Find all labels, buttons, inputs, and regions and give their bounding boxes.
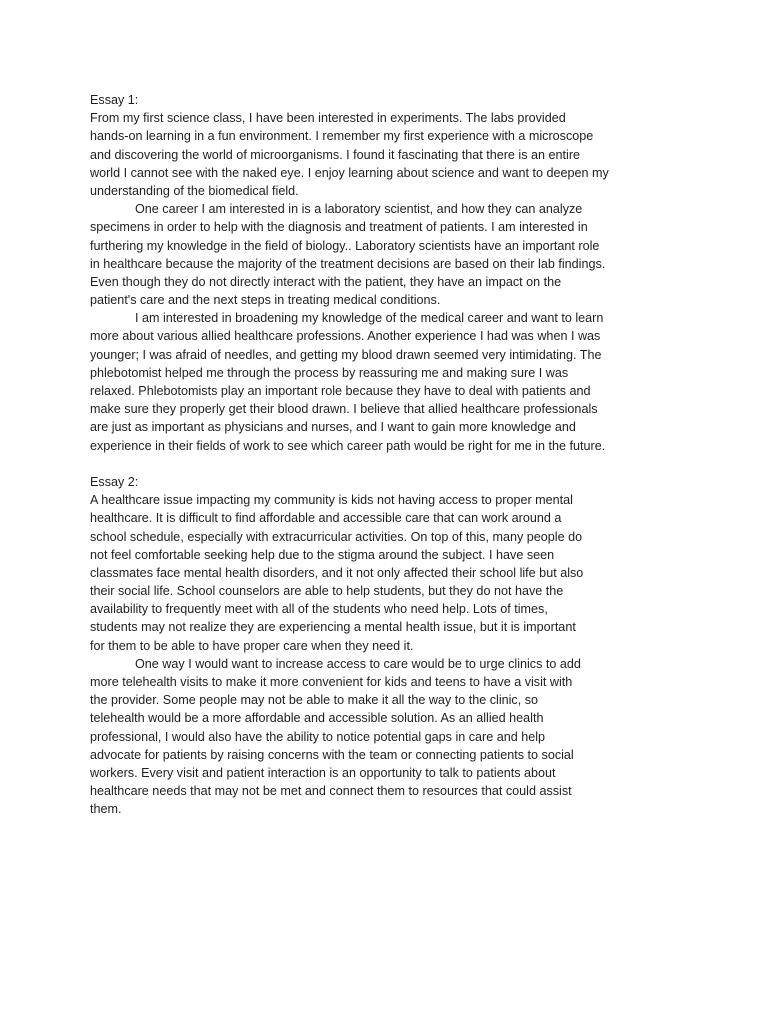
essay-2-body [90, 491, 690, 818]
text-line: students may not realize they are experiencing a mental health issue, but it is important [90, 620, 576, 635]
essay-1-heading: Essay 1: [90, 93, 139, 107]
text-line: classmates face mental health disorders, and it not only affected their school life but also [90, 565, 584, 580]
essay-2-heading: Essay 2: [90, 474, 139, 489]
text-line: phlebotomist helped me through the process by reassuring me and making sure I was [90, 365, 569, 380]
text-line: school schedule, especially with extracurricular activities. On top of this, many people do [90, 529, 583, 544]
text-line: are just as important as physicians and nurses, and I want to gain more knowledge and [90, 420, 576, 435]
text-line: their social life. School counselors are able to help students, but they do not have the [90, 584, 564, 599]
text-line: specimens in order to help with the diagnosis and treatment of patients. I am interested in [90, 220, 588, 235]
text-line: From my first science class, I have been interested in experiments. The labs provided [90, 111, 566, 126]
text-line: telehealth would be a more affordable and accessible solution. As an allied health [90, 711, 544, 726]
essay-1-body [90, 109, 690, 455]
essay-separator [90, 455, 690, 473]
text-line: not feel comfortable seeking help due to the stigma around the subject. I have seen [90, 547, 555, 562]
text-line: for them to be able to have proper care when they need it. [90, 638, 414, 653]
text-line: One way I would want to increase access to care would be to urge clinics to add [135, 656, 581, 671]
text-line: in healthcare because the majority of the treatment decisions are based on their lab findings. [90, 256, 606, 271]
text-line: and discovering the world of microorganisms. I found it fascinating that there is an entire [90, 147, 581, 162]
text-line: advocate for patients by raising concerns with the team or connecting patients to social [90, 747, 574, 762]
text-line: healthcare needs that may not be met and connect them to resources that could assist [90, 784, 572, 799]
text-line: patient's care and the next steps in treating medical conditions. [90, 293, 441, 308]
text-line: healthcare. It is difficult to find affordable and accessible care that can work around a [90, 511, 562, 526]
text-line: understanding of the biomedical field. [90, 183, 299, 198]
text-line: workers. Every visit and patient interaction is an opportunity to talk to patients about [90, 765, 556, 780]
document-page [90, 91, 690, 819]
text-line: more about various allied healthcare professions. Another experience I had was when I was [90, 329, 601, 344]
text-line: Even though they do not directly interact with the patient, they have an impact on the [90, 274, 562, 289]
essay-2 [90, 473, 690, 819]
text-line: them. [90, 802, 122, 817]
text-line: more telehealth visits to make it more convenient for kids and teens to have a visit with [90, 675, 573, 689]
text-line: the provider. Some people may not be able to make it all the way to the clinic, so [90, 693, 539, 708]
text-line: professional, I would also have the ability to notice potential gaps in care and help [90, 729, 546, 744]
text-line: I am interested in broadening my knowledge of the medical career and want to learn [135, 311, 604, 326]
text-line: hands-on learning in a fun environment. I remember my first experience with a microscope [90, 129, 594, 144]
text-line: One career I am interested in is a laboratory scientist, and how they can analyze [135, 202, 583, 217]
text-line: furthering my knowledge in the field of biology.. Laboratory scientists have an important role [90, 238, 600, 253]
text-line: A healthcare issue impacting my community is kids not having access to proper mental [90, 493, 573, 508]
text-line: younger; I was afraid of needles, and getting my blood drawn seemed very intimidating. The [90, 347, 602, 362]
text-line: availability to frequently meet with all of the students who need help. Lots of times, [90, 602, 548, 617]
text-line: experience in their fields of work to see which career path would be right for me in the future. [90, 438, 606, 453]
text-line: world I cannot see with the naked eye. I enjoy learning about science and want to deepen my [90, 165, 609, 180]
essay-1 [90, 91, 690, 455]
text-line: relaxed. Phlebotomists play an important role because they have to deal with patients and [90, 384, 591, 398]
text-line: make sure they properly get their blood drawn. I believe that allied healthcare professionals [90, 402, 598, 417]
